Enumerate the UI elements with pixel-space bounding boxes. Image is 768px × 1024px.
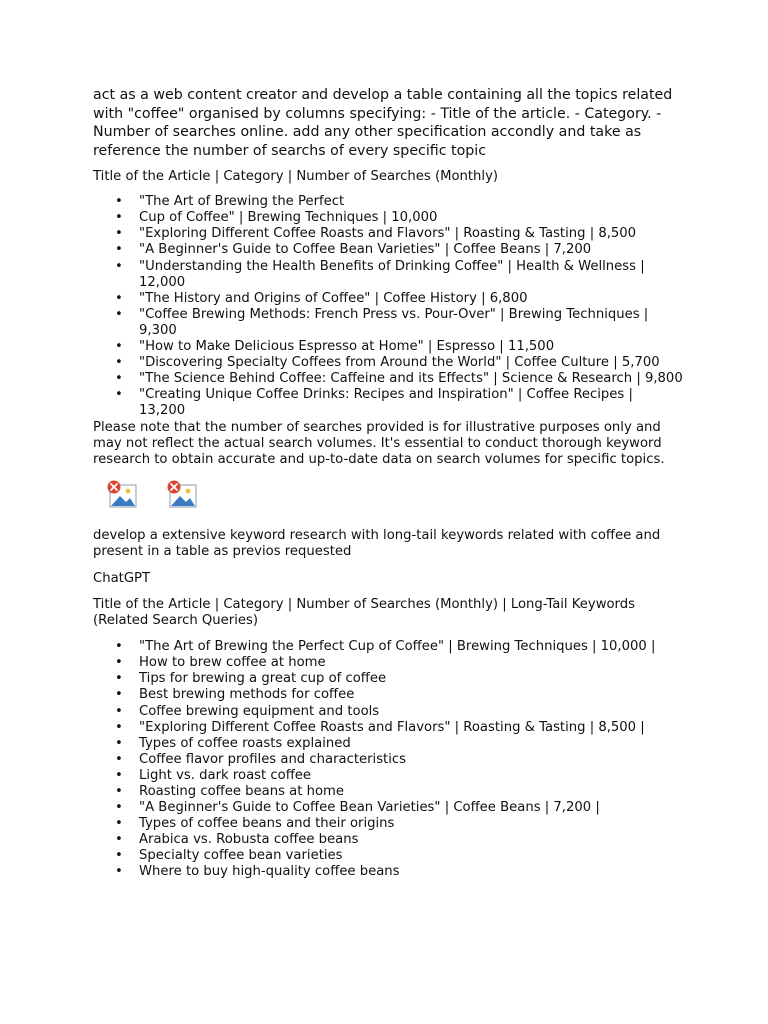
list-item: • "Understanding the Health Benefits of Drinking Coffee" | Health & Wellness | 12,000 bbox=[93, 259, 683, 291]
broken-image-icon bbox=[106, 480, 138, 510]
table-1-header: Title of the Article | Category | Number of Searches (Monthly) bbox=[93, 169, 499, 184]
list-item: • "The Art of Brewing the Perfect Cup of Coffee" | Brewing Techniques | 10,000 | bbox=[93, 639, 683, 655]
table-2-list bbox=[93, 639, 683, 880]
table-1-list bbox=[93, 194, 683, 419]
user-prompt-2: develop a extensive keyword research with long-tail keywords related with coffee and present in a table as previos requested bbox=[93, 528, 661, 560]
list-item: • "A Beginner's Guide to Coffee Bean Varieties" | Coffee Beans | 7,200 bbox=[93, 242, 683, 258]
list-item: • Coffee brewing equipment and tools bbox=[93, 704, 683, 720]
list-item: • "How to Make Delicious Espresso at Home" | Espresso | 11,500 bbox=[93, 339, 683, 355]
list-item: • "The Art of Brewing the Perfect bbox=[93, 194, 683, 210]
author-label: ChatGPT bbox=[93, 570, 151, 586]
broken-image-icon bbox=[166, 480, 198, 510]
list-item: • Roasting coffee beans at home bbox=[93, 784, 683, 800]
list-item: • How to brew coffee at home bbox=[93, 655, 683, 671]
list-item: • Cup of Coffee" | Brewing Techniques | 10,000 bbox=[93, 210, 683, 226]
list-item: • Best brewing methods for coffee bbox=[93, 687, 683, 703]
list-item: • "Discovering Specialty Coffees from Around the World" | Coffee Culture | 5,700 bbox=[93, 355, 683, 371]
list-item: • "Exploring Different Coffee Roasts and Flavors" | Roasting & Tasting | 8,500 | bbox=[93, 720, 683, 736]
image-row bbox=[106, 480, 683, 510]
list-item: • Tips for brewing a great cup of coffee bbox=[93, 671, 683, 687]
list-item: • "Creating Unique Coffee Drinks: Recipes and Inspiration" | Coffee Recipes | 13,200 bbox=[93, 387, 683, 419]
list-item: • "Exploring Different Coffee Roasts and Flavors" | Roasting & Tasting | 8,500 bbox=[93, 226, 683, 242]
list-item: • Specialty coffee bean varieties bbox=[93, 848, 683, 864]
list-item: • "A Beginner's Guide to Coffee Bean Varieties" | Coffee Beans | 7,200 | bbox=[93, 800, 683, 816]
list-item: • "Coffee Brewing Methods: French Press vs. Pour-Over" | Brewing Techniques | 9,300 bbox=[93, 307, 683, 339]
list-item: • Types of coffee beans and their origins bbox=[93, 816, 683, 832]
table-2-header: Title of the Article | Category | Number of Searches (Monthly) | Long-Tail Keywords (Related Search Queries) bbox=[93, 596, 635, 628]
list-item: • Coffee flavor profiles and characteristics bbox=[93, 752, 683, 768]
list-item: • Types of coffee roasts explained bbox=[93, 736, 683, 752]
list-item: • "The Science Behind Coffee: Caffeine and its Effects" | Science & Research | 9,800 bbox=[93, 371, 683, 387]
list-item: • Where to buy high-quality coffee beans bbox=[93, 864, 683, 880]
user-prompt-1: act as a web content creator and develop a table containing all the topics related with "coffee" organised by columns specifying: - Title of the article. - Category. - Number of searches online. add any other specification accondly and take as reference the number of searchs of every specific topic bbox=[93, 87, 673, 159]
document-page bbox=[93, 86, 683, 881]
list-item: • Light vs. dark roast coffee bbox=[93, 768, 683, 784]
disclaimer-note: Please note that the number of searches provided is for illustrative purposes only and may not reflect the actual search volumes. It's essential to conduct thorough keyword research to obtain accurate and up-to-date data on search volumes for specific topics. bbox=[93, 419, 665, 467]
list-item: • Arabica vs. Robusta coffee beans bbox=[93, 832, 683, 848]
list-item: • "The History and Origins of Coffee" | Coffee History | 6,800 bbox=[93, 291, 683, 307]
